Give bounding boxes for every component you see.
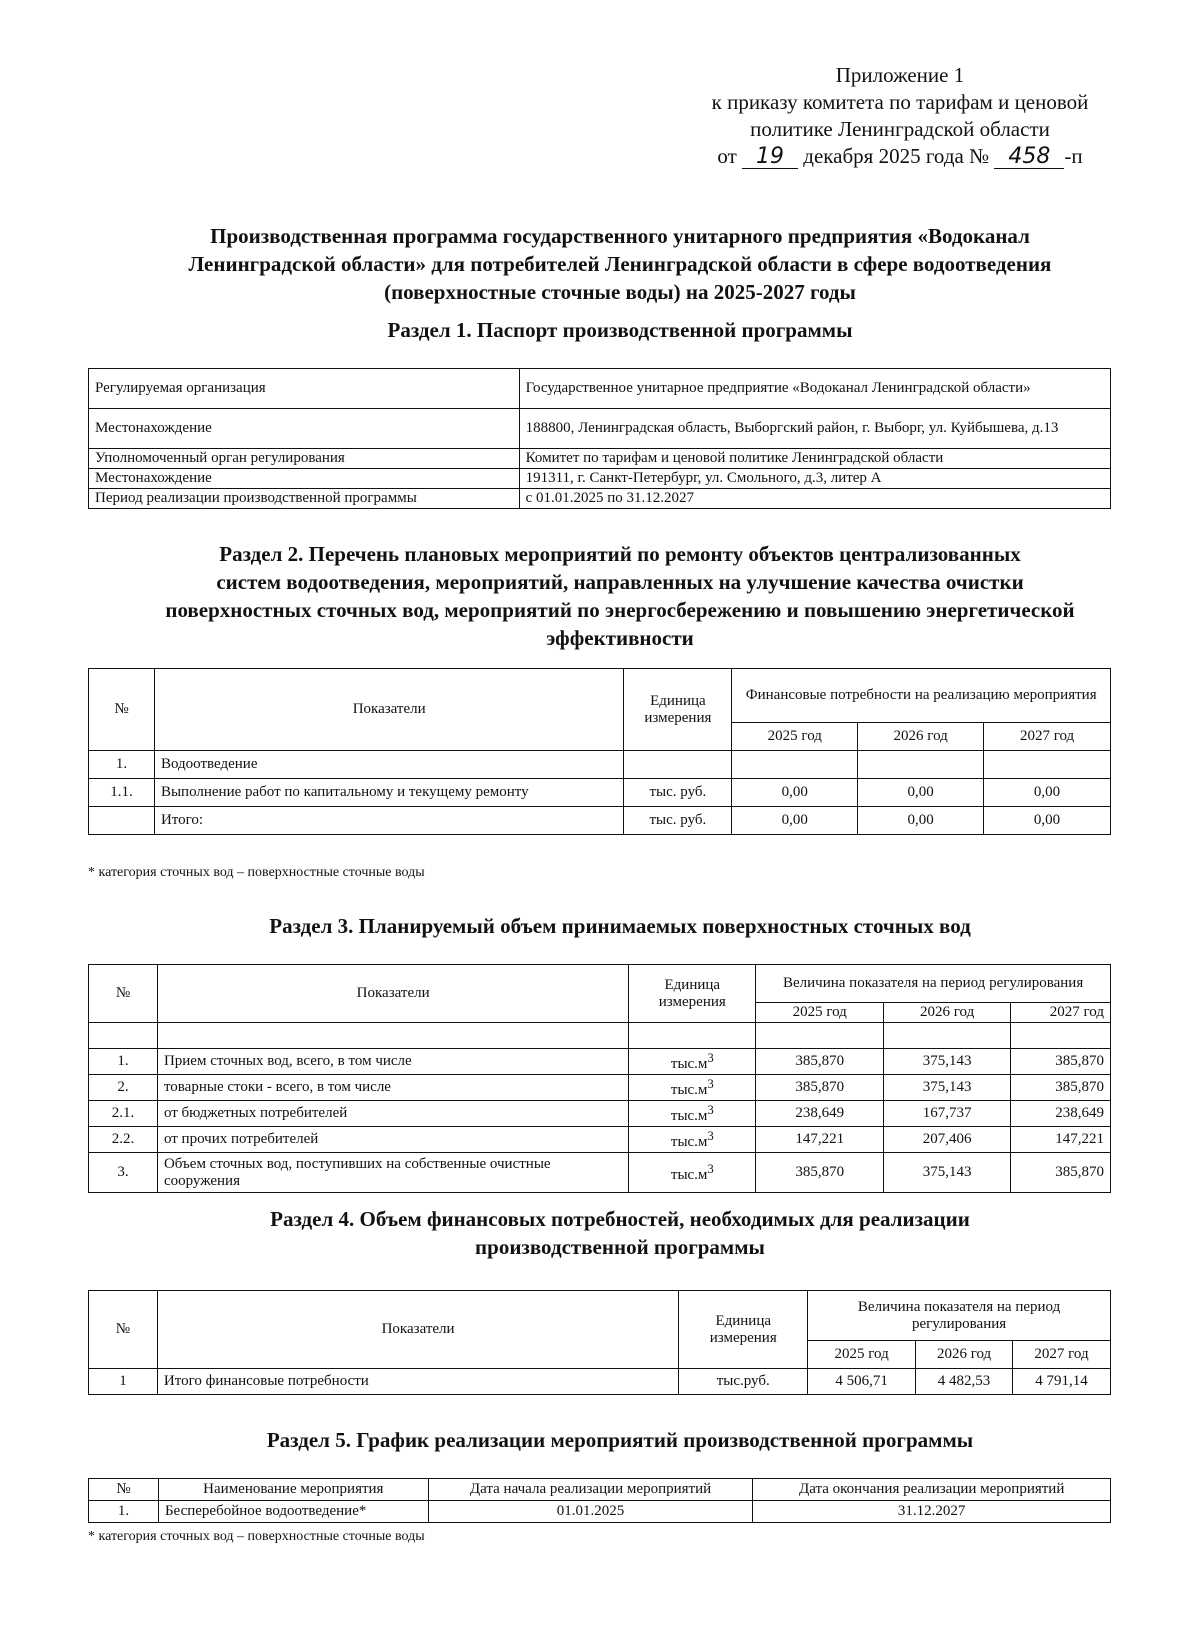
- table-row: [89, 1075, 1111, 1101]
- row-num: 1: [89, 1369, 158, 1395]
- passport-label: Местонахождение: [89, 409, 520, 449]
- row-value-2025: [732, 751, 858, 779]
- passport-value: с 01.01.2025 по 31.12.2027: [519, 489, 1110, 509]
- table-header-row: [89, 669, 1111, 723]
- row-value-2026: 207,406: [884, 1127, 1011, 1153]
- row-value-2025: 385,870: [756, 1049, 884, 1075]
- row-value-2026: 0,00: [858, 807, 984, 835]
- order-day: 19: [742, 146, 798, 169]
- col-name-header: Наименование мероприятия: [158, 1479, 428, 1501]
- table-row: [89, 449, 1111, 469]
- row-value-2025: 385,870: [756, 1153, 884, 1193]
- col-num-header: №: [89, 965, 158, 1023]
- row-value-2025: 0,00: [732, 779, 858, 807]
- row-unit: тыс.руб.: [679, 1369, 808, 1395]
- passport-label: Уполномоченный орган регулирования: [89, 449, 520, 469]
- row-value-2027: 385,870: [1011, 1153, 1111, 1193]
- row-value-2025: 4 506,71: [808, 1369, 916, 1395]
- col-group-header: Финансовые потребности на реализацию мероприятия: [732, 669, 1111, 723]
- row-value-2025: 385,870: [756, 1075, 884, 1101]
- section4-title: [80, 1205, 1160, 1261]
- section2-title-line1: Раздел 2. Перечень плановых мероприятий по ремонту объектов централизованных: [219, 542, 1021, 566]
- finance-table: [88, 1290, 1111, 1395]
- annex-from: от: [717, 144, 737, 168]
- table-row: [89, 489, 1111, 509]
- col-num-header: №: [89, 669, 155, 751]
- section5-title: Раздел 5. График реализации мероприятий производственной программы: [266, 1428, 974, 1452]
- table-row: [89, 1023, 1111, 1049]
- row-name: Бесперебойное водоотведение*: [158, 1501, 428, 1523]
- row-value-2027: 4 791,14: [1013, 1369, 1111, 1395]
- col-2026-header: 2026 год: [916, 1341, 1013, 1369]
- row-unit: $тыс.м^3$: [629, 1153, 756, 1193]
- row-start-date: 01.01.2025: [428, 1501, 753, 1523]
- col-2026-header: 2026 год: [884, 1003, 1011, 1023]
- row-unit: $тыс.м^3$: [629, 1127, 756, 1153]
- passport-value: 188800, Ленинградская область, Выборгский район, г. Выборг, ул. Куйбышева, д.13: [519, 409, 1110, 449]
- row-value-2026: [858, 751, 984, 779]
- row-name: Итого:: [154, 807, 623, 835]
- section2-title-line4: эффективности: [546, 626, 694, 650]
- table-row: [89, 409, 1111, 449]
- col-start-header: Дата начала реализации мероприятий: [428, 1479, 753, 1501]
- col-group-header: Величина показателя на период регулирования: [808, 1291, 1111, 1341]
- row-unit: $тыс.м^3$: [629, 1075, 756, 1101]
- row-name: от бюджетных потребителей: [157, 1101, 628, 1127]
- document-title: [80, 222, 1160, 306]
- row-name: товарные стоки - всего, в том числе: [157, 1075, 628, 1101]
- row-num: 2.: [89, 1075, 158, 1101]
- row-value-2027: 385,870: [1011, 1049, 1111, 1075]
- col-unit-header: Единица измерения: [629, 965, 756, 1023]
- title-line2: Ленинградской области» для потребителей Ленинградской области в сфере водоотведения: [188, 252, 1052, 276]
- row-name: Водоотведение: [154, 751, 623, 779]
- annex-line1: Приложение 1: [835, 63, 965, 87]
- row-num: 2.1.: [89, 1101, 158, 1127]
- row-value-2027: 0,00: [984, 779, 1111, 807]
- annex-line3: политике Ленинградской области: [750, 117, 1050, 141]
- row-num: [89, 807, 155, 835]
- col-indicator-header: Показатели: [154, 669, 623, 751]
- row-end-date: 31.12.2027: [753, 1501, 1111, 1523]
- row-num: 2.2.: [89, 1127, 158, 1153]
- section4-title-line2: производственной программы: [475, 1235, 765, 1259]
- passport-value: 191311, г. Санкт-Петербург, ул. Смольного, д.3, литер А: [519, 469, 1110, 489]
- col-unit-header: Единица измерения: [679, 1291, 808, 1369]
- row-name: Объем сточных вод, поступивших на собственные очистные сооружения: [157, 1153, 628, 1193]
- col-unit-header: Единица измерения: [624, 669, 732, 751]
- section2-note: * категория сточных вод – поверхностные сточные воды: [88, 865, 425, 880]
- row-unit: $тыс.м^3$: [629, 1101, 756, 1127]
- col-2025-header: 2025 год: [756, 1003, 884, 1023]
- row-name: Прием сточных вод, всего, в том числе: [157, 1049, 628, 1075]
- table-row: [89, 1369, 1111, 1395]
- row-value-2025: 0,00: [732, 807, 858, 835]
- row-num: 1.1.: [89, 779, 155, 807]
- passport-value: Государственное унитарное предприятие «Водоканал Ленинградской области»: [519, 369, 1110, 409]
- row-num: 1.: [89, 1501, 159, 1523]
- title-line1: Производственная программа государственного унитарного предприятия «Водоканал: [210, 224, 1030, 248]
- row-value-2027: 238,649: [1011, 1101, 1111, 1127]
- table-row: [89, 369, 1111, 409]
- table-row: [89, 1101, 1111, 1127]
- row-value-2027: [984, 751, 1111, 779]
- col-2027-header: 2027 год: [984, 723, 1111, 751]
- col-indicator-header: Показатели: [157, 1291, 678, 1369]
- table-header-row: [89, 1291, 1111, 1341]
- row-num: 1.: [89, 751, 155, 779]
- row-num: 1.: [89, 1049, 158, 1075]
- section5-note: * категория сточных вод – поверхностные сточные воды: [88, 1529, 425, 1544]
- col-2025-header: 2025 год: [808, 1341, 916, 1369]
- section2-title-line2: систем водоотведения, мероприятий, направленных на улучшение качества очистки: [216, 570, 1024, 594]
- table-row: [89, 1501, 1111, 1523]
- table-row: [89, 1153, 1111, 1193]
- table-row: [89, 807, 1111, 835]
- row-value-2026: 0,00: [858, 779, 984, 807]
- row-value-2027: 0,00: [984, 807, 1111, 835]
- row-value-2025: 238,649: [756, 1101, 884, 1127]
- row-name: от прочих потребителей: [157, 1127, 628, 1153]
- col-group-header: Величина показателя на период регулирования: [756, 965, 1111, 1003]
- col-num-header: №: [89, 1479, 159, 1501]
- section4-title-line1: Раздел 4. Объем финансовых потребностей, необходимых для реализации: [270, 1207, 970, 1231]
- title-line3: (поверхностные сточные воды) на 2025-2027 годы: [384, 280, 856, 304]
- col-2027-header: 2027 год: [1013, 1341, 1111, 1369]
- row-value-2026: 167,737: [884, 1101, 1011, 1127]
- table-header-row: [89, 1479, 1111, 1501]
- row-unit: $тыс.м^3$: [629, 1049, 756, 1075]
- section1-title: Раздел 1. Паспорт производственной программы: [387, 318, 853, 342]
- row-value-2026: 4 482,53: [916, 1369, 1013, 1395]
- section3-title: Раздел 3. Планируемый объем принимаемых поверхностных сточных вод: [269, 914, 971, 938]
- row-value-2026: 375,143: [884, 1075, 1011, 1101]
- row-value-2027: 385,870: [1011, 1075, 1111, 1101]
- order-number: 458: [994, 146, 1064, 169]
- passport-value: Комитет по тарифам и ценовой политике Ленинградской области: [519, 449, 1110, 469]
- table-row: [89, 469, 1111, 489]
- annex-header: [640, 62, 1160, 170]
- row-value-2025: 147,221: [756, 1127, 884, 1153]
- passport-table: [88, 368, 1111, 509]
- annex-line4: [640, 143, 1160, 170]
- passport-label: Местонахождение: [89, 469, 520, 489]
- row-value-2026: 375,143: [884, 1049, 1011, 1075]
- row-value-2027: 147,221: [1011, 1127, 1111, 1153]
- schedule-table: [88, 1478, 1111, 1523]
- passport-label: Регулируемая организация: [89, 369, 520, 409]
- col-2025-header: 2025 год: [732, 723, 858, 751]
- row-unit: тыс. руб.: [624, 779, 732, 807]
- measures-table: [88, 668, 1111, 835]
- section2-title: [80, 540, 1160, 652]
- row-num: 3.: [89, 1153, 158, 1193]
- col-num-header: №: [89, 1291, 158, 1369]
- row-unit: тыс. руб.: [624, 807, 732, 835]
- table-row: [89, 1049, 1111, 1075]
- col-2027-header: 2027 год: [1011, 1003, 1111, 1023]
- section2-title-line3: поверхностных сточных вод, мероприятий по энергосбережению и повышению энергетической: [165, 598, 1075, 622]
- table-row: [89, 1127, 1111, 1153]
- col-indicator-header: Показатели: [157, 965, 628, 1023]
- table-row: [89, 779, 1111, 807]
- col-end-header: Дата окончания реализации мероприятий: [753, 1479, 1111, 1501]
- passport-label: Период реализации производственной программы: [89, 489, 520, 509]
- table-header-row: [89, 965, 1111, 1003]
- annex-suffix: -п: [1064, 144, 1083, 168]
- table-row: [89, 751, 1111, 779]
- col-2026-header: 2026 год: [858, 723, 984, 751]
- annex-month-year: декабря 2025 года №: [803, 144, 990, 168]
- row-name: Выполнение работ по капитальному и текущему ремонту: [154, 779, 623, 807]
- row-name: Итого финансовые потребности: [157, 1369, 678, 1395]
- annex-line2: к приказу комитета по тарифам и ценовой: [711, 90, 1089, 114]
- row-value-2026: 375,143: [884, 1153, 1011, 1193]
- row-unit: [624, 751, 732, 779]
- volume-table: [88, 964, 1111, 1193]
